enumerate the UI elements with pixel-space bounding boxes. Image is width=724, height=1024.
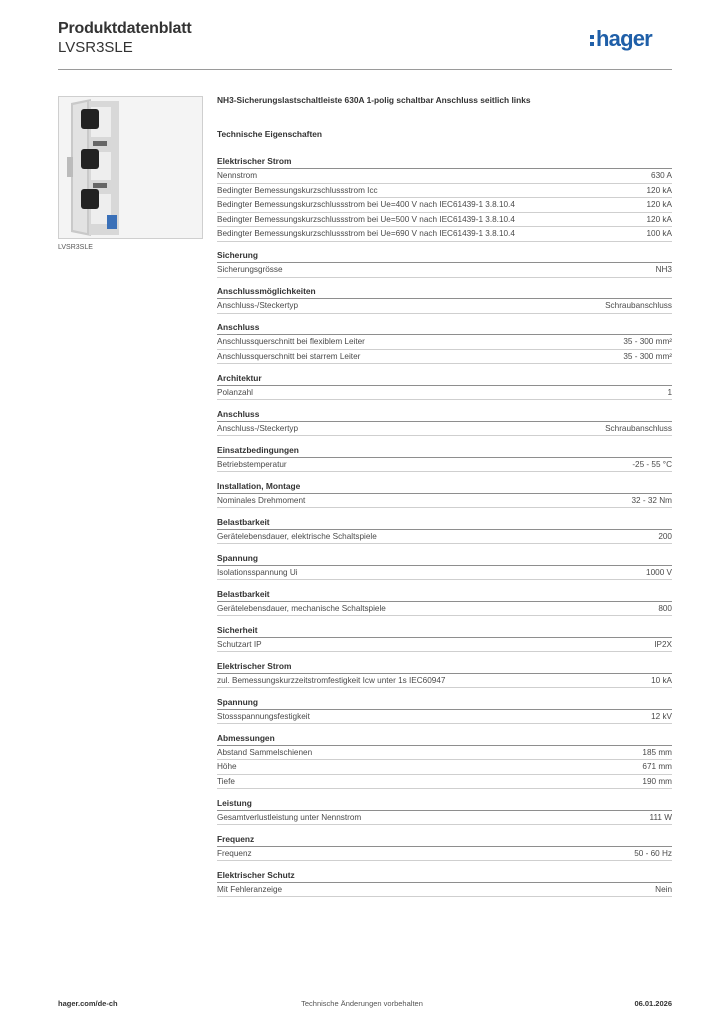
section-title: Elektrischer Schutz [217, 869, 672, 883]
footer-website: hager.com/de-ch [58, 999, 118, 1008]
property-label: Abstand Sammelschienen [217, 747, 313, 757]
property-row [217, 386, 672, 401]
svg-text:hager: hager [596, 26, 652, 51]
property-label: Gesamtverlustleistung unter Nennstrom [217, 812, 362, 822]
page-title: Produktdatenblatt [58, 20, 192, 37]
property-row [217, 213, 672, 228]
footer-notice: Technische Änderungen vorbehalten [301, 999, 423, 1008]
property-row [217, 566, 672, 581]
section-title: Spannung [217, 552, 672, 566]
section-title: Einsatzbedingungen [217, 444, 672, 458]
property-label: Anschlussquerschnitt bei starrem Leiter [217, 351, 361, 361]
property-value: 35 - 300 mm² [623, 351, 672, 361]
property-row [217, 299, 672, 314]
property-label: Anschlussquerschnitt bei flexiblem Leiter [217, 337, 365, 346]
section-title: Belastbarkeit [217, 588, 672, 602]
property-value: 190 mm [642, 776, 672, 786]
property-section [217, 249, 672, 278]
property-row [217, 227, 672, 242]
property-value: IP2X [654, 639, 672, 649]
property-label: zul. Bemessungskurzzeitstromfestigkeit Icw unter 1s IEC60947 [217, 675, 446, 685]
property-section [217, 372, 672, 401]
section-title: Anschluss [217, 408, 672, 422]
property-value: 12 kV [651, 711, 672, 721]
property-label: Anschluss-/Steckertyp [217, 423, 298, 433]
property-value: 111 W [649, 812, 672, 822]
section-title: Elektrischer Strom [217, 660, 672, 674]
property-value: Nein [655, 884, 672, 894]
property-value: 120 kA [646, 214, 672, 224]
property-section [217, 696, 672, 725]
property-row [217, 350, 672, 365]
property-section [217, 552, 672, 581]
properties-list [217, 155, 672, 897]
property-label: Sicherungsgrösse [217, 265, 283, 274]
property-value: Schraubanschluss [605, 423, 672, 433]
property-value: 120 kA [646, 185, 672, 195]
property-section [217, 660, 672, 689]
property-value: 120 kA [646, 200, 672, 209]
property-label: Stossspannungsfestigkeit [217, 711, 310, 721]
property-row [217, 775, 672, 790]
property-row [217, 184, 672, 199]
property-label: Höhe [217, 762, 237, 771]
section-title: Abmessungen [217, 732, 672, 746]
property-label: Isolationsspannung Ui [217, 567, 298, 577]
property-value: 32 - 32 Nm [631, 495, 672, 505]
property-section [217, 797, 672, 826]
property-row [217, 674, 672, 689]
section-title: Anschluss [217, 321, 672, 335]
content-column [217, 95, 672, 905]
property-label: Betriebstemperatur [217, 459, 287, 469]
property-section [217, 321, 672, 364]
section-title: Anschlussmöglichkeiten [217, 285, 672, 299]
property-label: Gerätelebensdauer, mechanische Schaltspiele [217, 603, 386, 613]
property-label: Schutzart IP [217, 639, 262, 649]
property-value: 50 - 60 Hz [634, 848, 672, 858]
property-row [217, 638, 672, 653]
property-row [217, 335, 672, 350]
property-value: 100 kA [646, 229, 672, 238]
property-row [217, 811, 672, 826]
property-label: Nennstrom [217, 171, 258, 180]
footer-date: 06.01.2026 [634, 999, 672, 1008]
product-code: LVSR3SLE [58, 39, 133, 56]
property-value: 1 [667, 387, 672, 397]
property-row [217, 169, 672, 184]
property-row [217, 710, 672, 725]
property-row [217, 760, 672, 775]
property-row [217, 494, 672, 509]
section-title: Elektrischer Strom [217, 155, 672, 169]
product-image-caption: LVSR3SLE [58, 244, 93, 251]
property-value: 200 [658, 531, 672, 541]
property-value: Schraubanschluss [605, 301, 672, 310]
property-section [217, 480, 672, 509]
technical-properties-heading: Technische Eigenschaften [217, 129, 323, 139]
property-value: 1000 V [646, 567, 672, 577]
product-description: NH3-Sicherungslastschaltleiste 630A 1-polig schaltbar Anschluss seitlich links [217, 95, 531, 105]
property-row [217, 263, 672, 278]
property-section [217, 624, 672, 653]
property-label: Tiefe [217, 776, 235, 786]
property-section [217, 155, 672, 242]
property-section [217, 833, 672, 862]
section-title: Installation, Montage [217, 480, 672, 494]
section-title: Belastbarkeit [217, 516, 672, 530]
section-title: Sicherheit [217, 624, 672, 638]
product-image [58, 96, 203, 239]
property-section [217, 588, 672, 617]
property-section [217, 285, 672, 314]
section-title: Sicherung [217, 249, 672, 263]
property-label: Polanzahl [217, 387, 253, 397]
section-title: Spannung [217, 696, 672, 710]
property-label: Bedingter Bemessungskurzschlussstrom bei Ue=690 V nach IEC61439-1 3.8.10.4 [217, 229, 515, 238]
property-label: Mit Fehleranzeige [217, 884, 283, 894]
section-title: Frequenz [217, 833, 672, 847]
property-label: Bedingter Bemessungskurzschlussstrom bei Ue=500 V nach IEC61439-1 3.8.10.4 [217, 214, 515, 224]
property-value: -25 - 55 °C [632, 459, 672, 469]
property-value: NH3 [655, 265, 672, 274]
property-row [217, 602, 672, 617]
property-row [217, 458, 672, 473]
property-section [217, 516, 672, 545]
property-value: 800 [658, 603, 672, 613]
property-row [217, 847, 672, 862]
property-label: Anschluss-/Steckertyp [217, 301, 298, 310]
property-value: 671 mm [642, 762, 672, 771]
property-label: Frequenz [217, 848, 252, 858]
header-divider [58, 69, 672, 70]
property-section [217, 869, 672, 898]
property-value: 630 A [651, 171, 672, 180]
property-value: 10 kA [651, 675, 672, 685]
property-row [217, 746, 672, 761]
property-value: 35 - 300 mm² [623, 337, 672, 346]
property-row [217, 422, 672, 437]
property-row [217, 530, 672, 545]
property-section [217, 444, 672, 473]
property-row [217, 883, 672, 898]
section-title: Architektur [217, 372, 672, 386]
property-label: Gerätelebensdauer, elektrische Schaltspiele [217, 531, 377, 541]
property-row [217, 198, 672, 213]
section-title: Leistung [217, 797, 672, 811]
property-section [217, 408, 672, 437]
property-label: Bedingter Bemessungskurzschlussstrom Icc [217, 185, 378, 195]
property-label: Bedingter Bemessungskurzschlussstrom bei Ue=400 V nach IEC61439-1 3.8.10.4 [217, 200, 515, 209]
property-section [217, 732, 672, 790]
hager-logo [590, 26, 674, 54]
property-label: Nominales Drehmoment [217, 495, 306, 505]
property-value: 185 mm [642, 747, 672, 757]
